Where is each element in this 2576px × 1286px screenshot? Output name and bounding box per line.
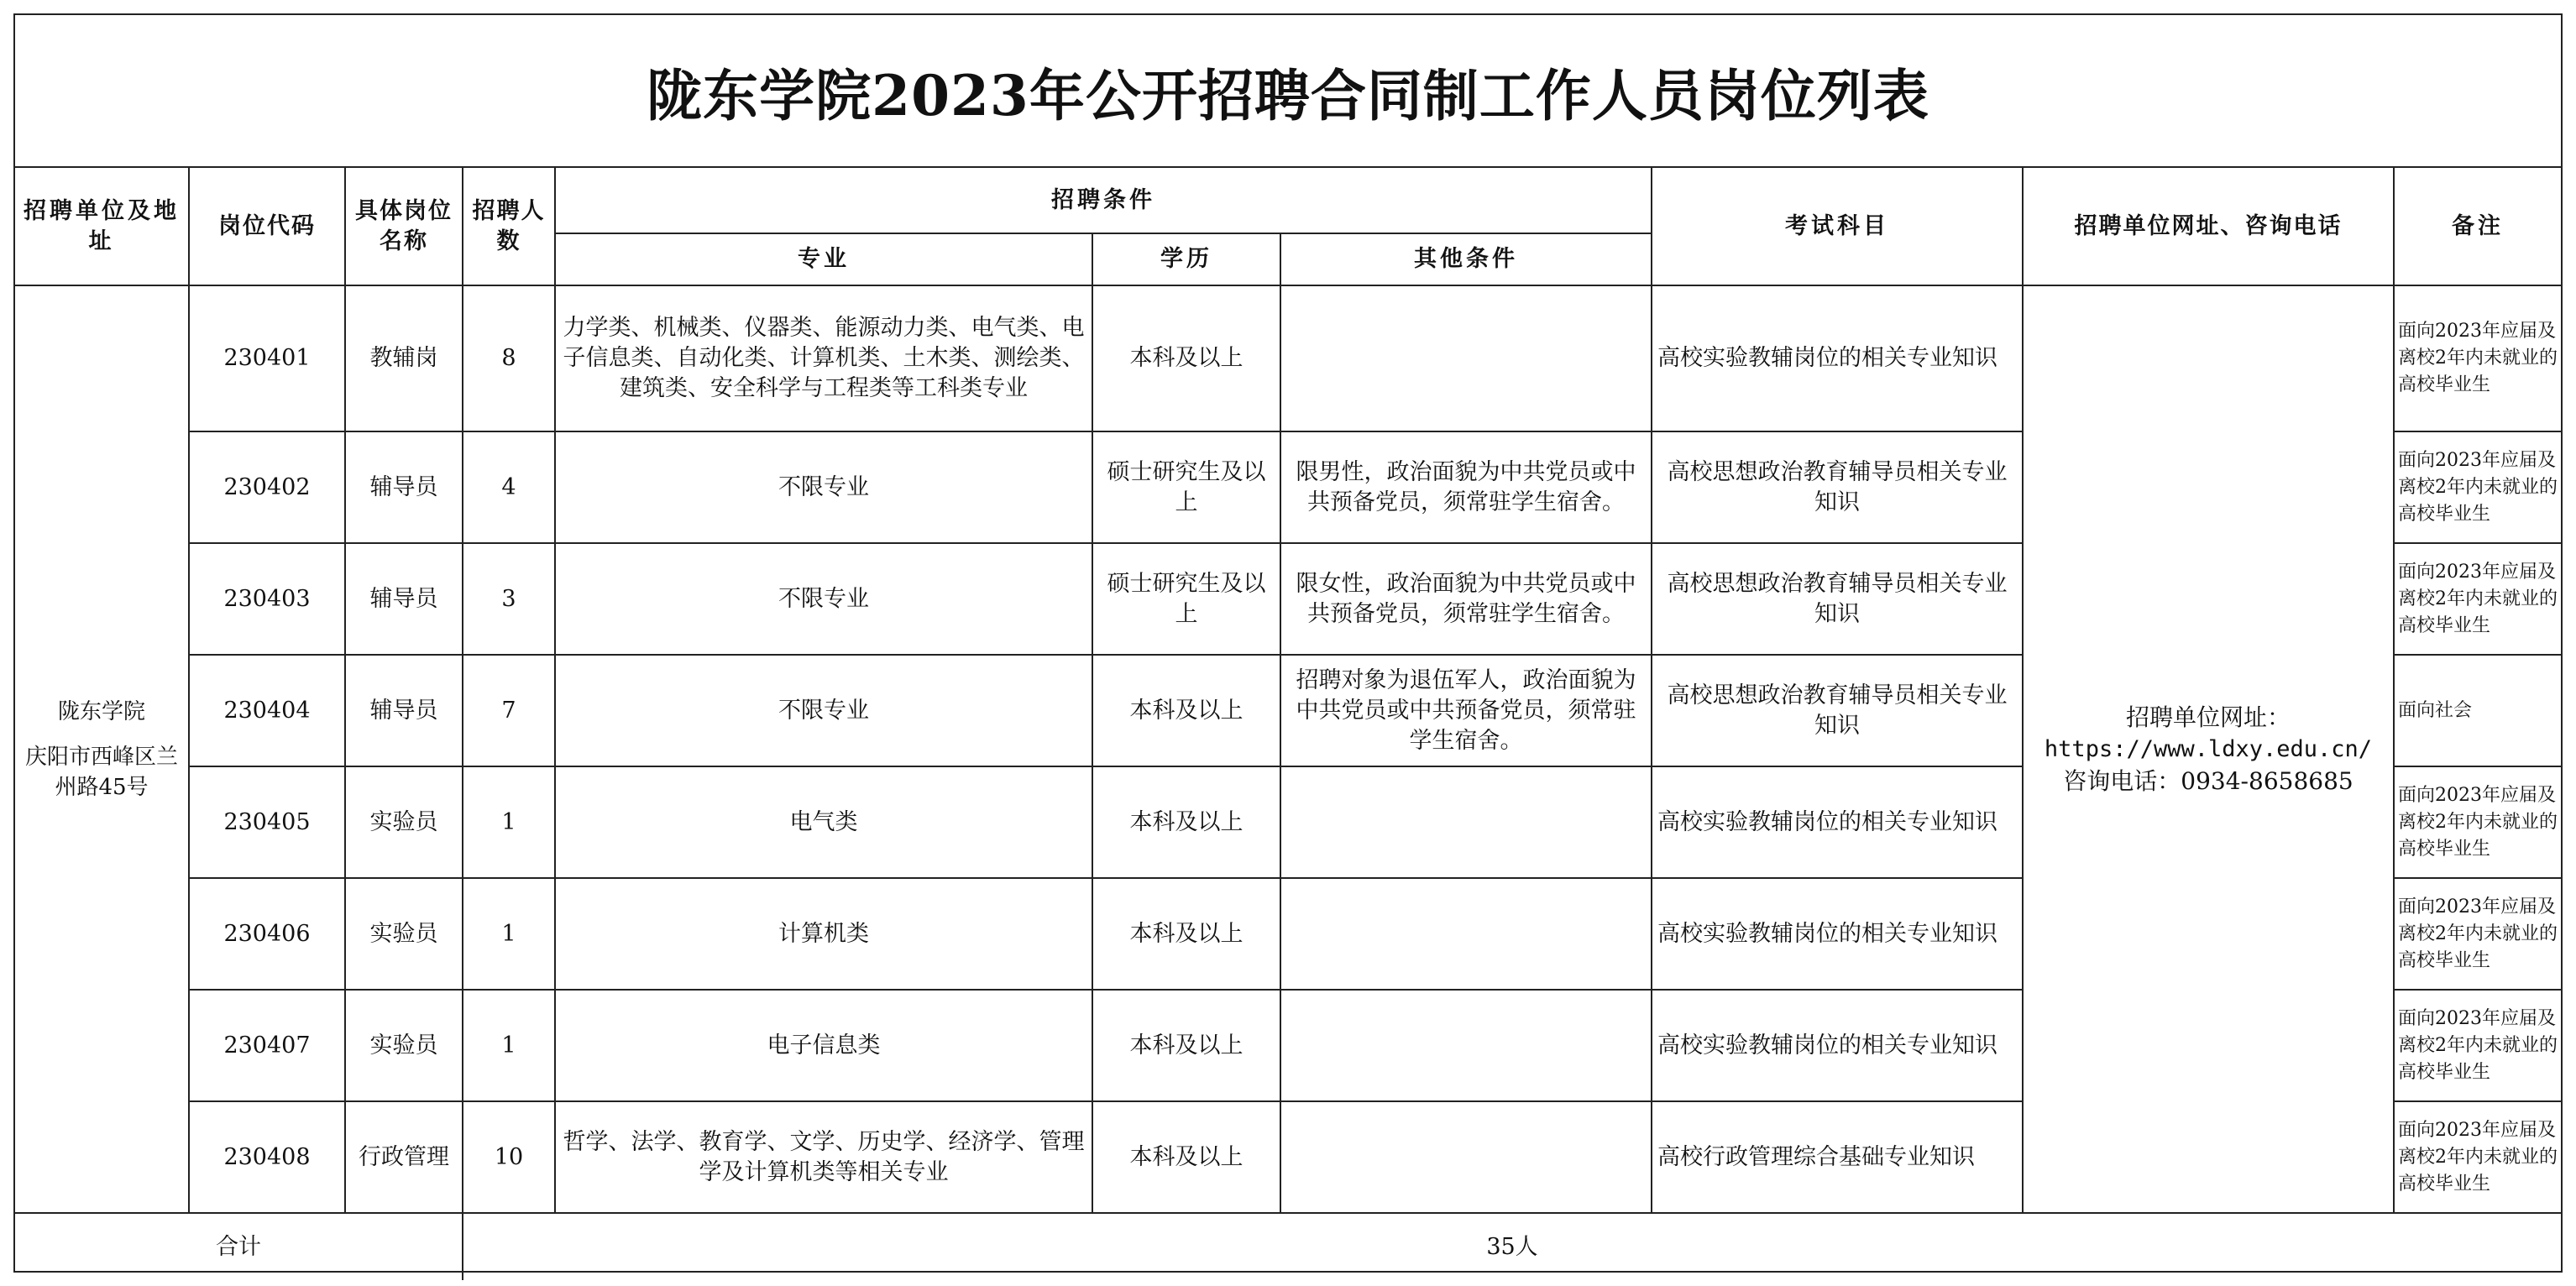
header-position: 具体岗位名称 [345, 168, 463, 285]
recruitment-sheet [13, 13, 2563, 1273]
count-cell: 1 [463, 766, 555, 878]
major-cell: 电气类 [555, 766, 1092, 878]
position-cell: 实验员 [345, 878, 463, 990]
exam-cell: 高校思想政治教育辅导员相关专业知识 [1652, 655, 2023, 766]
unit-address: 庆阳市西峰区兰州路45号 [24, 744, 178, 800]
other-cell [1280, 285, 1652, 431]
education-cell: 本科及以上 [1092, 285, 1280, 431]
position-cell: 实验员 [345, 766, 463, 878]
header-major: 专业 [555, 233, 1092, 285]
education-cell: 本科及以上 [1092, 1101, 1280, 1213]
education-cell: 硕士研究生及以上 [1092, 431, 1280, 543]
code-cell: 230405 [189, 766, 345, 878]
position-cell: 辅导员 [345, 543, 463, 655]
total-row [15, 1213, 2561, 1280]
header-education: 学历 [1092, 233, 1280, 285]
count-cell: 7 [463, 655, 555, 766]
code-cell: 230401 [189, 285, 345, 431]
website-label: 招聘单位网址： [2125, 703, 2291, 731]
remark-cell: 面向2023年应届及离校2年内未就业的高校毕业生 [2394, 543, 2561, 655]
education-cell: 本科及以上 [1092, 655, 1280, 766]
header-unit: 招聘单位及地址 [15, 168, 189, 285]
position-cell: 行政管理 [345, 1101, 463, 1213]
count-cell: 8 [463, 285, 555, 431]
major-cell: 不限专业 [555, 431, 1092, 543]
code-cell: 230407 [189, 990, 345, 1101]
total-value: 35人 [463, 1213, 2561, 1280]
phone-text: 咨询电话：0934-8658685 [2063, 766, 2353, 795]
header-website-phone: 招聘单位网址、咨询电话 [2023, 168, 2394, 285]
position-cell: 教辅岗 [345, 285, 463, 431]
count-cell: 1 [463, 990, 555, 1101]
contact-cell [2023, 285, 2394, 1213]
total-label: 合计 [15, 1213, 463, 1280]
major-cell: 力学类、机械类、仪器类、能源动力类、电气类、电子信息类、自动化类、计算机类、土木类、测绘类、建筑类、安全科学与工程类等工科类专业 [555, 285, 1092, 431]
exam-cell: 高校实验教辅岗位的相关专业知识 [1652, 878, 2023, 990]
unit-cell [15, 285, 189, 1213]
header-code: 岗位代码 [189, 168, 345, 285]
education-cell: 本科及以上 [1092, 990, 1280, 1101]
exam-cell: 高校实验教辅岗位的相关专业知识 [1652, 766, 2023, 878]
remark-cell: 面向2023年应届及离校2年内未就业的高校毕业生 [2394, 431, 2561, 543]
header-count: 招聘人数 [463, 168, 555, 285]
code-cell: 230402 [189, 431, 345, 543]
website-link[interactable]: https://www.ldxy.edu.cn/ [2044, 735, 2373, 762]
exam-cell: 高校实验教辅岗位的相关专业知识 [1652, 990, 2023, 1101]
other-cell: 限男性，政治面貌为中共党员或中共预备党员，须常驻学生宿舍。 [1280, 431, 1652, 543]
position-cell: 辅导员 [345, 655, 463, 766]
count-cell: 4 [463, 431, 555, 543]
title-area [15, 15, 2561, 168]
position-cell: 实验员 [345, 990, 463, 1101]
remark-cell: 面向2023年应届及离校2年内未就业的高校毕业生 [2394, 285, 2561, 431]
header-conditions: 招聘条件 [555, 168, 1652, 233]
code-cell: 230403 [189, 543, 345, 655]
code-cell: 230408 [189, 1101, 345, 1213]
page-title: 陇东学院2023年公开招聘合同制工作人员岗位列表 [647, 62, 1929, 128]
major-cell: 电子信息类 [555, 990, 1092, 1101]
count-cell: 10 [463, 1101, 555, 1213]
education-cell: 硕士研究生及以上 [1092, 543, 1280, 655]
education-cell: 本科及以上 [1092, 878, 1280, 990]
exam-cell: 高校行政管理综合基础专业知识 [1652, 1101, 2023, 1213]
other-cell [1280, 990, 1652, 1101]
major-cell: 不限专业 [555, 543, 1092, 655]
positions-table [15, 168, 2561, 1280]
major-cell: 计算机类 [555, 878, 1092, 990]
major-cell: 哲学、法学、教育学、文学、历史学、经济学、管理学及计算机类等相关专业 [555, 1101, 1092, 1213]
other-cell: 招聘对象为退伍军人，政治面貌为中共党员或中共预备党员，须常驻学生宿舍。 [1280, 655, 1652, 766]
exam-cell: 高校思想政治教育辅导员相关专业知识 [1652, 431, 2023, 543]
education-cell: 本科及以上 [1092, 766, 1280, 878]
header-row-1 [15, 168, 2561, 233]
count-cell: 3 [463, 543, 555, 655]
count-cell: 1 [463, 878, 555, 990]
header-remarks: 备注 [2394, 168, 2561, 285]
remark-cell: 面向2023年应届及离校2年内未就业的高校毕业生 [2394, 878, 2561, 990]
position-cell: 辅导员 [345, 431, 463, 543]
unit-name: 陇东学院 [57, 698, 145, 724]
header-other: 其他条件 [1280, 233, 1652, 285]
code-cell: 230404 [189, 655, 345, 766]
table-row [15, 285, 2561, 431]
remark-cell: 面向2023年应届及离校2年内未就业的高校毕业生 [2394, 990, 2561, 1101]
header-exam: 考试科目 [1652, 168, 2023, 285]
remark-cell: 面向2023年应届及离校2年内未就业的高校毕业生 [2394, 766, 2561, 878]
exam-cell: 高校实验教辅岗位的相关专业知识 [1652, 285, 2023, 431]
exam-cell: 高校思想政治教育辅导员相关专业知识 [1652, 543, 2023, 655]
other-cell: 限女性，政治面貌为中共党员或中共预备党员，须常驻学生宿舍。 [1280, 543, 1652, 655]
other-cell [1280, 878, 1652, 990]
code-cell: 230406 [189, 878, 345, 990]
other-cell [1280, 766, 1652, 878]
remark-cell: 面向2023年应届及离校2年内未就业的高校毕业生 [2394, 1101, 2561, 1213]
major-cell: 不限专业 [555, 655, 1092, 766]
remark-cell: 面向社会 [2394, 655, 2561, 766]
other-cell [1280, 1101, 1652, 1213]
